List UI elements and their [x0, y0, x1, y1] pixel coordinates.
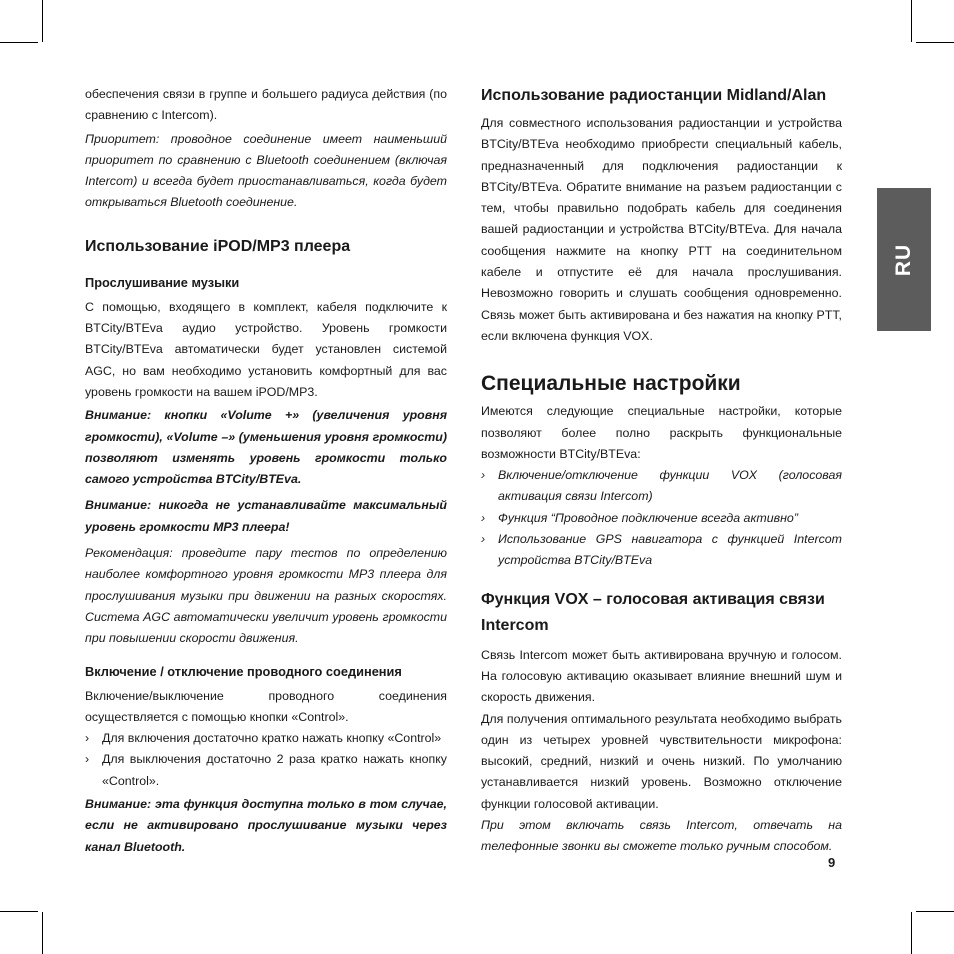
- bullet-list: [85, 728, 447, 792]
- recommendation-note: Рекомендация: проведите пару тестов по определению наиболее комфортного уровня громкости MP3 плеера для прослушивания музыки при движении на разных скоростях. Система AGC автоматически увеличит уровень громкости при повышении скорости движения.: [85, 546, 447, 646]
- crop-mark: [42, 912, 43, 954]
- crop-mark: [911, 0, 912, 42]
- crop-mark: [0, 911, 38, 912]
- paragraph: Связь Intercom может быть активирована вручную и голосом. На голосовую активацию оказывает влияние внешний шум и скорость движения.: [481, 647, 842, 705]
- list-item: › Функция “Проводное подключение всегда активно”: [481, 508, 842, 529]
- warning-volume: Внимание: кнопки «Volume +» (увеличения уровня громкости), «Volume –» (уменьшения уровня громкости) позволяют изменять уровень громкости только самого устройства BTCity/BTEva.: [85, 408, 447, 487]
- paragraph: Имеются следующие специальные настройки, которые позволяют более полно раскрыть функциональные возможности BTCity/BTEva:: [481, 404, 842, 461]
- paragraph: обеспечения связи в группе и большего радиуса действия (по сравнению с Intercom).: [85, 87, 447, 123]
- paragraph: Включение/выключение проводного соединения осуществляется с помощью кнопки «Control».: [85, 688, 447, 724]
- crop-mark: [916, 42, 954, 43]
- subheading-wired: Включение / отключение проводного соединения: [85, 663, 402, 679]
- warning-function: Внимание: эта функция доступна только в том случае, если не активировано прослушивание музыки через канал Bluetooth.: [85, 797, 447, 854]
- warning-max-volume: Внимание: никогда не устанавливайте максимальный уровень громкости MP3 плеера!: [85, 498, 447, 534]
- paragraph: С помощью, входящего в комплект, кабеля подключите к BTCity/BTEva аудио устройство. Уровень громкости BTCity/BTEva автоматически будет установлен системой AGC, но вам необходимо установить комфортный для вас уровень громкости на вашем iPOD/MP3.: [85, 299, 447, 399]
- crop-mark: [42, 0, 43, 42]
- list-item: › Для включения достаточно кратко нажать кнопку «Control»: [85, 728, 447, 749]
- paragraph: Для совместного использования радиостанции и устройства BTCity/BTEva необходимо приобрести специальный кабель, предназначенный для подключения радиостанции к BTCity/BTEva. Обратите внимание на разъем радиостанции с тем, чтобы правильно подобрать кабель для соединения вашей радиостанции и устройства BTCity/BTEva. Для начала сообщения нажмите на кнопку PTT на соединительном кабеле и отпустите её для начала прослушивания. Невозможно говорить и слушать сообщения одновременно. Связь может быть активирована и без нажатия на кнопку PTT, если включена функция VOX.: [481, 116, 842, 343]
- crop-mark: [911, 912, 912, 954]
- section-heading-special: Специальные настройки: [481, 372, 741, 396]
- crop-mark: [0, 42, 38, 43]
- left-column: [85, 84, 447, 858]
- section-heading-midland: Использование радиостанции Midland/Alan: [481, 87, 827, 104]
- language-tab-label: RU: [892, 243, 915, 276]
- section-heading-vox: Функция VOX – голосовая активация связи Intercom: [481, 590, 825, 634]
- manual-note: При этом включать связь Intercom, отвечать на телефонные звонки вы сможете только ручным способом.: [481, 818, 842, 854]
- right-column: [481, 84, 842, 858]
- list-item: › Для выключения достаточно 2 раза кратко нажать кнопку «Control».: [85, 749, 447, 792]
- list-item: › Использование GPS навигатора с функцией Intercom устройства BTCity/BTEva: [481, 529, 842, 572]
- list-item: › Включение/отключение функции VOX (голосовая активация связи Intercom): [481, 465, 842, 508]
- page-number: 9: [828, 855, 836, 870]
- bullet-list: [481, 465, 842, 571]
- language-tab: [877, 188, 931, 331]
- crop-mark: [916, 911, 954, 912]
- paragraph: Для получения оптимального результата необходимо выбрать один из четырех уровней чувствительности микрофона: высокий, средний, низкий и очень низкий. По умолчанию устанавливается низкий уровень. Возможно отключение функции голосовой активации.: [481, 711, 842, 811]
- subheading-music: Прослушивание музыки: [85, 274, 240, 290]
- priority-note: Приоритет: проводное соединение имеет наименьший приоритет по сравнению с Bluetooth соединением (включая Intercom) и всегда будет приостанавливаться, когда будет открываться Bluetooth соединение.: [85, 131, 447, 210]
- section-heading-ipod: Использование iPOD/MP3 плеера: [85, 237, 351, 255]
